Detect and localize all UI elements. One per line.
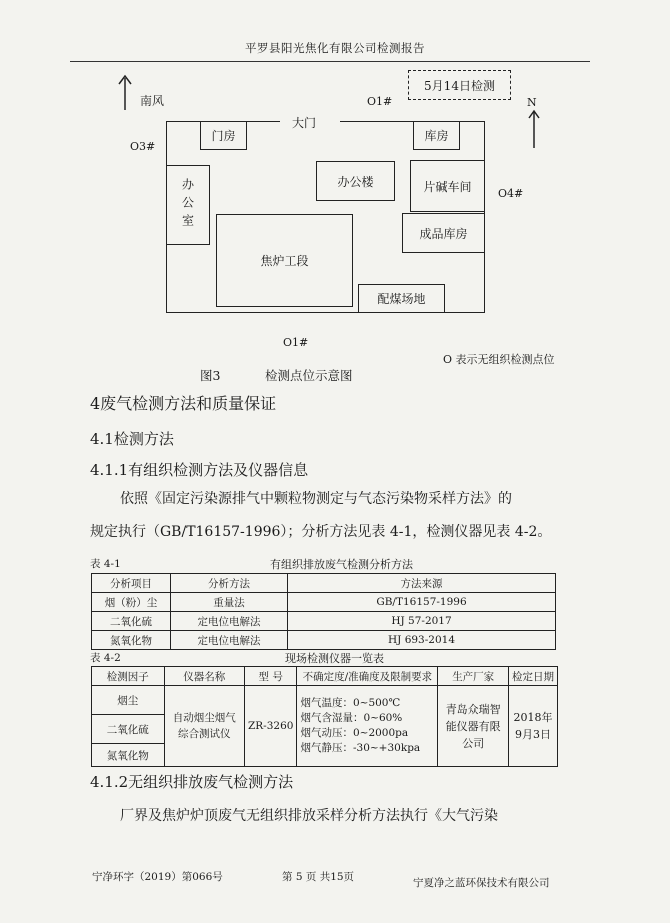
table-1-id: 表 4-1 bbox=[90, 558, 121, 570]
caustic-soda-workshop: 片碱车间 bbox=[410, 160, 485, 212]
table-cell-maker: 青岛众瑞智能仪器有限公司 bbox=[438, 686, 509, 767]
monitoring-point-3: O3# bbox=[130, 140, 156, 153]
table-cell: GB/T16157-1996 bbox=[288, 593, 556, 612]
table-1-header: 方法来源 bbox=[288, 574, 556, 593]
report-header: 平罗县阳光焦化有限公司检测报告 bbox=[245, 41, 425, 55]
table-2-id: 表 4-2 bbox=[90, 652, 121, 664]
monitoring-point-1-top: O1# bbox=[367, 95, 393, 108]
table-2 bbox=[91, 666, 558, 767]
section-4-1-heading: 4.1检测方法 bbox=[90, 430, 174, 448]
table-cell: 定电位电解法 bbox=[171, 612, 288, 631]
table-2-title: 现场检测仪器一览表 bbox=[285, 652, 384, 665]
table-cell: HJ 693-2014 bbox=[288, 631, 556, 650]
table-cell-factor: 氮氧化物 bbox=[92, 744, 165, 767]
spec-line: 烟气温度：0~500℃ bbox=[300, 697, 401, 709]
header-rule bbox=[70, 61, 590, 62]
figure-caption: 检测点位示意图 bbox=[265, 368, 353, 383]
warehouse: 库房 bbox=[413, 121, 460, 150]
gatehouse: 门房 bbox=[200, 121, 247, 150]
table-cell-model: ZR-3260 bbox=[244, 686, 296, 767]
spec-line: 烟气含湿量：0~60% bbox=[300, 712, 403, 724]
table-2-header: 检定日期 bbox=[509, 667, 558, 686]
table-cell: 二氧化硫 bbox=[92, 612, 171, 631]
table-2-header: 生产厂家 bbox=[438, 667, 509, 686]
table-row bbox=[92, 631, 556, 650]
table-1-header-row bbox=[92, 574, 556, 593]
table-2-header: 不确定度/准确度及限制要求 bbox=[297, 667, 438, 686]
table-2-header: 仪器名称 bbox=[164, 667, 244, 686]
coal-blending-yard: 配煤场地 bbox=[358, 284, 445, 313]
wind-direction-label: 南风 bbox=[140, 94, 165, 108]
product-warehouse: 成品库房 bbox=[402, 213, 485, 253]
table-cell-specs bbox=[297, 686, 438, 767]
paragraph-2-line-1: 厂界及焦炉炉顶废气无组织排放采样分析方法执行《大气污染 bbox=[120, 808, 498, 824]
footer-company: 宁夏净之蓝环保技术有限公司 bbox=[413, 877, 550, 889]
monitoring-point-1-bottom: O1# bbox=[283, 336, 309, 349]
table-row bbox=[92, 686, 558, 715]
table-row bbox=[92, 593, 556, 612]
table-cell: HJ 57-2017 bbox=[288, 612, 556, 631]
wind-arrow-icon bbox=[115, 72, 135, 112]
table-2-header: 型 号 bbox=[244, 667, 296, 686]
section-4-heading: 4废气检测方法和质量保证 bbox=[90, 394, 277, 413]
gate-label: 大门 bbox=[292, 116, 317, 130]
detection-date-box: 5月14日检测 bbox=[408, 70, 511, 100]
spec-line: 烟气静压：-30~+30kpa bbox=[300, 742, 421, 754]
table-1-title: 有组织排放废气检测分析方法 bbox=[270, 558, 413, 571]
office-building: 办公楼 bbox=[316, 161, 395, 201]
table-row bbox=[92, 612, 556, 631]
footer-report-number: 宁净环字（2019）第066号 bbox=[92, 871, 223, 883]
figure-legend: O 表示无组织检测点位 bbox=[443, 353, 555, 366]
spec-line: 烟气动压：0~2000pa bbox=[300, 727, 409, 739]
monitoring-point-4: O4# bbox=[498, 187, 524, 200]
section-4-1-1-heading: 4.1.1有组织检测方法及仪器信息 bbox=[90, 461, 309, 479]
table-1-header: 分析方法 bbox=[171, 574, 288, 593]
table-cell-instrument: 自动烟尘烟气综合测试仪 bbox=[164, 686, 244, 767]
paragraph-1-line-1: 依照《固定污染源排气中颗粒物测定与气态污染物采样方法》的 bbox=[120, 491, 512, 507]
coke-oven-section: 焦炉工段 bbox=[216, 214, 353, 307]
table-cell-factor: 烟尘 bbox=[92, 686, 165, 715]
table-cell-date: 2018年9月3日 bbox=[509, 686, 558, 767]
north-arrow-icon bbox=[526, 108, 542, 150]
section-4-1-2-heading: 4.1.2无组织排放废气检测方法 bbox=[90, 773, 294, 791]
figure-number: 图3 bbox=[200, 368, 221, 383]
table-cell: 氮氧化物 bbox=[92, 631, 171, 650]
table-cell: 定电位电解法 bbox=[171, 631, 288, 650]
paragraph-1-line-2: 规定执行（GB/T16157-1996）；分析方法见表 4-1，检测仪器见表 4-2。 bbox=[90, 524, 552, 540]
table-cell-factor: 二氧化硫 bbox=[92, 715, 165, 744]
table-2-header: 检测因子 bbox=[92, 667, 165, 686]
table-2-header-row bbox=[92, 667, 558, 686]
north-label: N bbox=[527, 96, 537, 109]
table-1-header: 分析项目 bbox=[92, 574, 171, 593]
table-cell: 重量法 bbox=[171, 593, 288, 612]
table-1 bbox=[91, 573, 556, 650]
table-cell: 烟（粉）尘 bbox=[92, 593, 171, 612]
footer-page-number: 第 5 页 共15页 bbox=[282, 871, 355, 883]
office-room: 办公室 bbox=[166, 165, 210, 245]
